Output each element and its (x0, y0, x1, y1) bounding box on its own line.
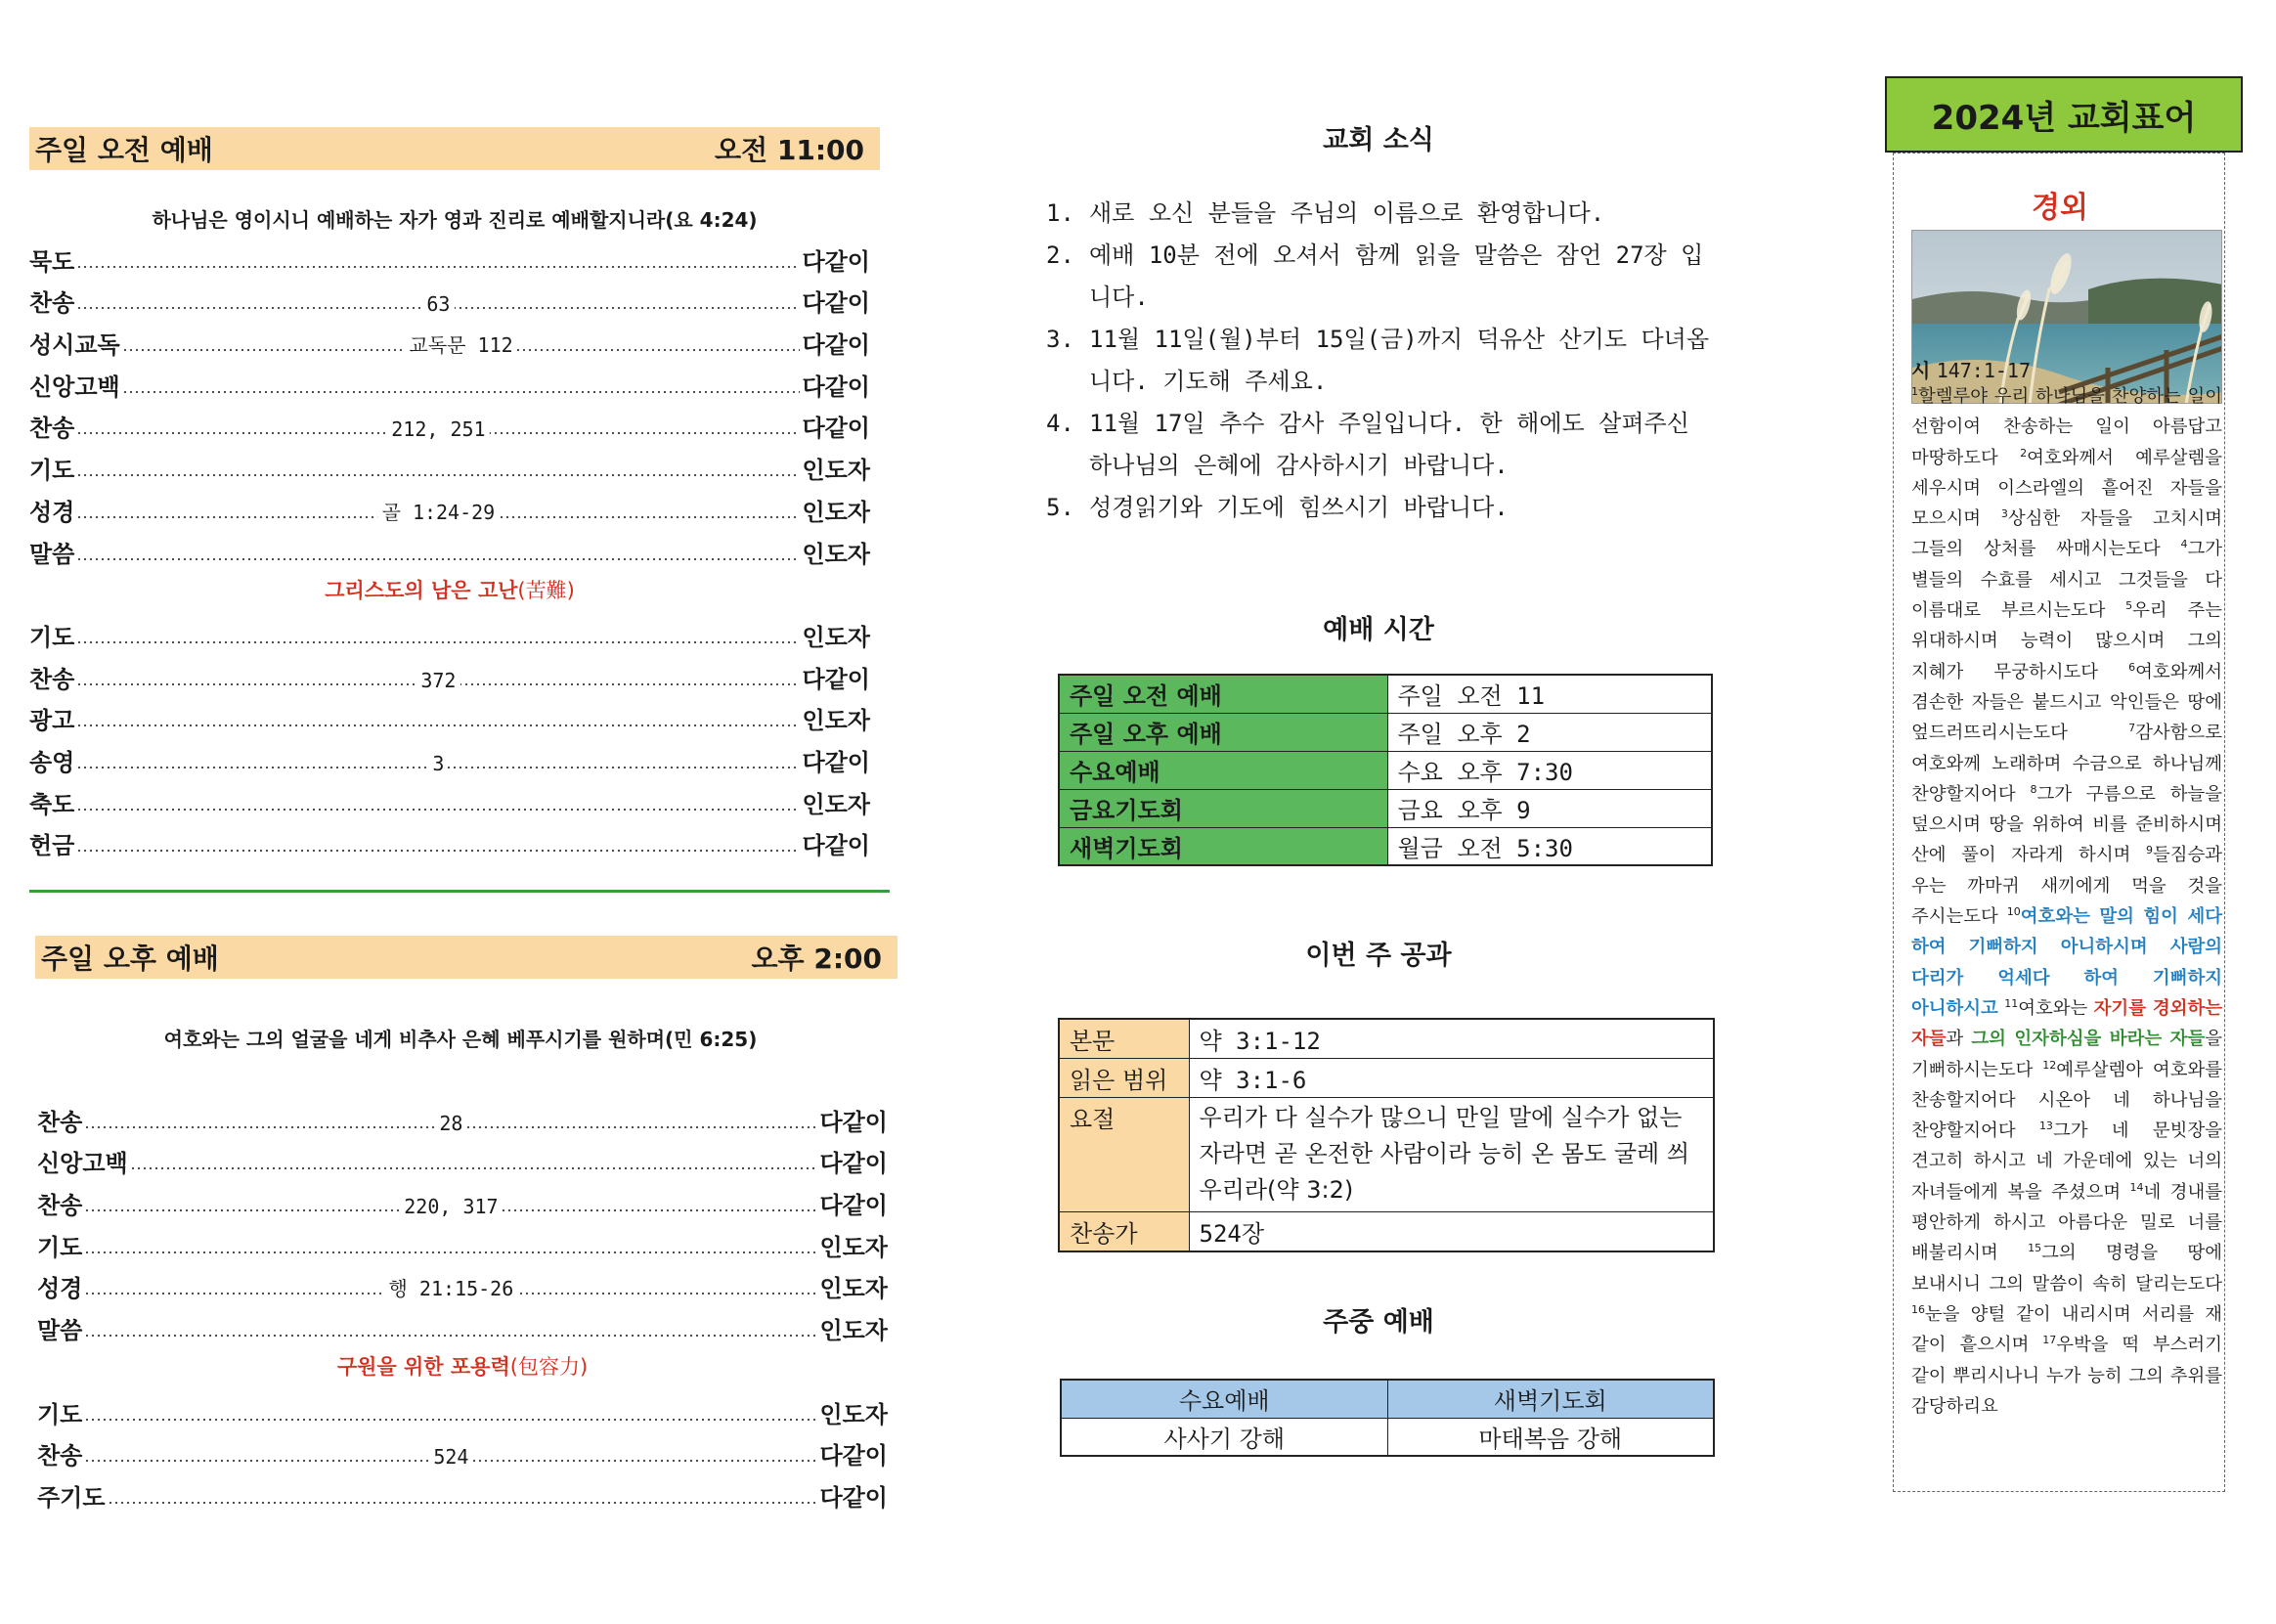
order-row (29, 610, 870, 652)
leader-dots (76, 735, 800, 777)
order-row (29, 277, 870, 319)
order-row (37, 1178, 888, 1220)
order-item-name: 찬송 (29, 665, 75, 693)
afternoon-service-header (35, 936, 897, 979)
afternoon-order-list (37, 1095, 888, 1513)
leader-dots (76, 652, 800, 694)
leader-dots (130, 1137, 818, 1179)
order-item-name: 성시교독 (29, 331, 120, 360)
order-row (29, 443, 870, 485)
order-item-responsible: 다같이 (819, 1192, 888, 1220)
order-row (37, 1220, 888, 1262)
table-row: 금요기도회 금요 오후 9 (1059, 789, 1712, 827)
order-item-name: 성경 (29, 498, 75, 526)
order-item-name: 찬송 (37, 1192, 83, 1220)
news-item: 1. 새로 오신 분들을 주님의 이름으로 환영합니다. (1046, 199, 1605, 227)
news-item: 2. 예배 10분 전에 오셔서 함께 읽을 말씀은 잠언 27장 입니다. (1046, 241, 1704, 311)
leader-dots (84, 1178, 817, 1220)
order-item-responsible: 인도자 (802, 623, 870, 651)
order-item-responsible: 인도자 (819, 1275, 888, 1303)
order-item-name: 찬송 (29, 415, 75, 443)
leader-dots (76, 777, 800, 819)
order-item-responsible: 다같이 (802, 331, 870, 360)
order-item-responsible: 다같이 (802, 289, 870, 318)
order-row (29, 485, 870, 527)
order-item-responsible: 인도자 (802, 498, 870, 526)
leader-dots (76, 485, 800, 527)
order-item-name: 주기도 (37, 1483, 106, 1512)
morning-service-time: 오전 11:00 (715, 134, 864, 166)
leader-dots (76, 402, 800, 444)
order-row (29, 777, 870, 819)
worship-order-column (29, 0, 890, 1624)
order-item-responsible: 인도자 (802, 457, 870, 485)
leader-dots (76, 610, 800, 652)
morning-service-title: 주일 오전 예배 (35, 134, 213, 166)
table-header-row: 수요예배 새벽기도회 (1061, 1380, 1714, 1418)
order-item-name: 광고 (29, 707, 75, 735)
table-row: 사사기 강해 마태복음 강해 (1061, 1418, 1714, 1456)
news-item: 4. 11월 17일 추수 감사 주일입니다. 한 해에도 살펴주신 하나님의 은혜에 감사하시기 바랍니다. (1046, 410, 1689, 479)
order-item-detail: 63 (422, 292, 454, 316)
psalm-reference: 시 147:1-17 (1911, 359, 2032, 382)
leader-dots (84, 1387, 817, 1429)
morning-verse: 하나님은 영이시니 예배하는 자가 영과 진리로 예배할지니라(요 4:24) (152, 208, 758, 232)
leader-dots (84, 1220, 817, 1262)
order-item-name: 송영 (29, 748, 75, 776)
lesson-table (1058, 1018, 1715, 1252)
order-row (37, 1303, 888, 1345)
weekday-table (1060, 1379, 1715, 1457)
morning-order-list (29, 235, 870, 860)
order-row (29, 360, 870, 402)
order-row (29, 402, 870, 444)
table-row: 주일 오후 예배 주일 오후 2 (1059, 713, 1712, 751)
leader-dots (84, 1262, 817, 1304)
order-item-responsible: 인도자 (819, 1400, 888, 1428)
leader-dots (76, 277, 800, 319)
order-item-name: 기도 (37, 1233, 83, 1261)
sermon-title-hanja: (苦難) (517, 578, 575, 602)
order-row (37, 1137, 888, 1179)
order-item-name: 묵도 (29, 247, 75, 276)
motto-word: 경외 (2032, 191, 2088, 225)
order-row (29, 819, 870, 861)
leader-dots (84, 1095, 817, 1137)
order-item-name: 신앙고백 (37, 1150, 128, 1178)
news-item: 3. 11월 11일(월)부터 15일(금)까지 덕유산 산기도 다녀옵니다. 기도해 주세요. (1046, 326, 1710, 395)
order-item-detail: 28 (435, 1112, 466, 1135)
order-row (29, 735, 870, 777)
order-row (37, 1262, 888, 1304)
order-item-detail: 220, 317 (400, 1195, 502, 1218)
order-item-responsible: 다같이 (802, 748, 870, 776)
leader-dots (76, 694, 800, 736)
order-row (37, 1429, 888, 1471)
order-item-responsible: 다같이 (802, 373, 870, 401)
order-item-name: 신앙고백 (29, 373, 120, 401)
order-row (29, 235, 870, 277)
order-item-detail: 교독문 112 (406, 329, 517, 358)
table-row: 수요예배 수요 오후 7:30 (1059, 751, 1712, 789)
section-divider (29, 890, 890, 893)
leader-dots (76, 819, 800, 861)
order-item-responsible: 인도자 (819, 1233, 888, 1261)
order-row (29, 527, 870, 569)
order-item-name: 찬송 (37, 1442, 83, 1470)
leader-dots (76, 235, 800, 277)
order-item-responsible: 다같이 (819, 1108, 888, 1136)
order-row (29, 694, 870, 736)
motto-year-title: 2024년 교회표어 (1885, 76, 2243, 153)
table-row: 주일 오전 예배 주일 오전 11 (1059, 675, 1712, 713)
order-item-name: 기도 (37, 1400, 83, 1428)
motto-column (1885, 76, 2243, 1494)
order-item-responsible: 인도자 (802, 790, 870, 818)
leader-dots (76, 443, 800, 485)
order-item-responsible: 다같이 (819, 1483, 888, 1512)
news-title: 교회 소식 (1323, 125, 1434, 155)
schedule-title: 예배 시간 (1323, 615, 1434, 645)
order-item-name: 찬송 (29, 289, 75, 318)
psalm-text: $^1$할렐루야 우리 하나님을 찬양하는 일이 선함이여 찬송하는 일이 아름답고 마땅하도다 $^2$여호와께서 예루살렘을 세우시며 이스라엘의 흩어진 자들을 모으시며 $^3$상심한 자들을 고치시며 그들의 상처를 싸매시는도다 $^4$그가 별들의 수효를 세시고 그것들을 다 이름대로 부르시는도다 $^5$우리 주는 위대하시며 능력이 많으시며 그의 지혜가 무궁하시도다 $^6$여호와께서 겸손한 자들은 붙드시고 악인들은 땅에 엎드러뜨리시는도다 $^7$감사함으로 여호와께 노래하며 수금으로 하나님께 찬양할지어다 $^8$그가 구름으로 하늘을 덮으시며 땅을 위하여 비를 준비하시며 산에 풀이 자라게 하시며 $^9$들짐승과 우는 까마귀 새끼에게 먹을 것을 주시는도다 $^{10}$여호와는 말의 힘이 세다 하여 기뻐하지 아니하시며 사람의 다리가 억세다 하여 기뻐하지 아니하시고 $^{11}$여호와는 자기를 경외하는 자들과 그의 인자하심을 바라는 자들을 기뻐하시는도다 $^{12}$예루살렘아 여호와를 찬송할지어다 시온아 네 하나님을 찬양할지어다 $^{13}$그가 네 문빗장을 견고히 하시고 네 가운데에 있는 너의 자녀들에게 복을 주셨으며 $^{14}$네 경내를 평안하게 하시고 아름다운 밀로 너를 배불리시며 $^{15}$그의 명령을 땅에 보내시니 그의 말씀이 속히 달리는도다 $^{16}$눈을 양털 같이 내리시며 서리를 재 같이 흩으시며 $^{17}$우박을 떡 부스러기 같이 뿌리시나니 누가 능히 그의 추위를 감당하리요 (1911, 384, 2222, 1417)
order-item-responsible: 다같이 (819, 1150, 888, 1178)
weekday-title: 주중 예배 (1323, 1307, 1434, 1338)
sermon-title-text: 구원을 위한 포용력 (336, 1355, 510, 1380)
news-list (1046, 193, 1711, 529)
order-item-responsible: 다같이 (802, 832, 870, 860)
order-item-responsible: 다같이 (802, 665, 870, 693)
order-item-responsible: 다같이 (802, 415, 870, 443)
leader-dots (76, 527, 800, 569)
order-row (29, 652, 870, 694)
sermon-title (37, 1345, 888, 1387)
order-item-detail: 행 21:15-26 (385, 1273, 518, 1301)
order-item-detail: 372 (416, 669, 460, 692)
afternoon-service-time: 오후 2:00 (751, 943, 882, 975)
lesson-title: 이번 주 공과 (1305, 941, 1452, 971)
table-row: 본문 약 3:1-12 (1059, 1019, 1714, 1059)
order-item-name: 헌금 (29, 832, 75, 860)
order-item-detail: 212, 251 (387, 417, 489, 441)
morning-service-header (29, 127, 880, 170)
table-row: 새벽기도회 월금 오전 5:30 (1059, 827, 1712, 865)
order-row (37, 1387, 888, 1429)
announcements-column (1036, 0, 1721, 1624)
order-item-responsible: 다같이 (802, 247, 870, 276)
order-item-name: 말씀 (29, 540, 75, 568)
schedule-table (1058, 674, 1713, 866)
sermon-title-hanja: (包容力) (509, 1355, 589, 1380)
leader-dots (122, 318, 801, 360)
order-item-responsible: 다같이 (819, 1442, 888, 1470)
table-row: 읽은 범위 약 3:1-6 (1059, 1059, 1714, 1098)
order-item-detail: 골 1:24-29 (378, 497, 500, 525)
motto-panel (1893, 153, 2225, 1492)
leader-dots (122, 360, 801, 402)
order-row (29, 318, 870, 360)
order-item-name: 찬송 (37, 1108, 83, 1136)
leader-dots (84, 1303, 817, 1345)
order-item-name: 성경 (37, 1275, 83, 1303)
order-item-detail: 3 (428, 752, 448, 775)
order-item-responsible: 인도자 (819, 1317, 888, 1345)
order-item-name: 말씀 (37, 1317, 83, 1345)
afternoon-verse: 여호와는 그의 얼굴을 네게 비추사 은혜 베푸시기를 원하며(민 6:25) (163, 1028, 758, 1051)
order-row (37, 1095, 888, 1137)
sermon-title-text: 그리스도의 남은 고난 (325, 578, 518, 602)
news-item: 5. 성경읽기와 기도에 힘쓰시기 바랍니다. (1046, 494, 1509, 521)
order-item-name: 기도 (29, 457, 75, 485)
order-item-name: 축도 (29, 790, 75, 818)
order-row (37, 1470, 888, 1513)
order-item-name: 기도 (29, 623, 75, 651)
leader-dots (84, 1429, 817, 1471)
afternoon-service-title: 주일 오후 예배 (41, 943, 219, 975)
table-row: 요절 우리가 다 실수가 많으니 만일 말에 실수가 없는 자라면 곧 온전한 사람이라 능히 온 몸도 굴레 씌우리라(약 3:2) (1059, 1098, 1714, 1212)
sermon-title (29, 569, 870, 611)
table-row: 찬송가 524장 (1059, 1212, 1714, 1252)
order-item-responsible: 인도자 (802, 540, 870, 568)
order-item-detail: 524 (429, 1445, 472, 1469)
leader-dots (108, 1470, 818, 1513)
order-item-responsible: 인도자 (802, 707, 870, 735)
